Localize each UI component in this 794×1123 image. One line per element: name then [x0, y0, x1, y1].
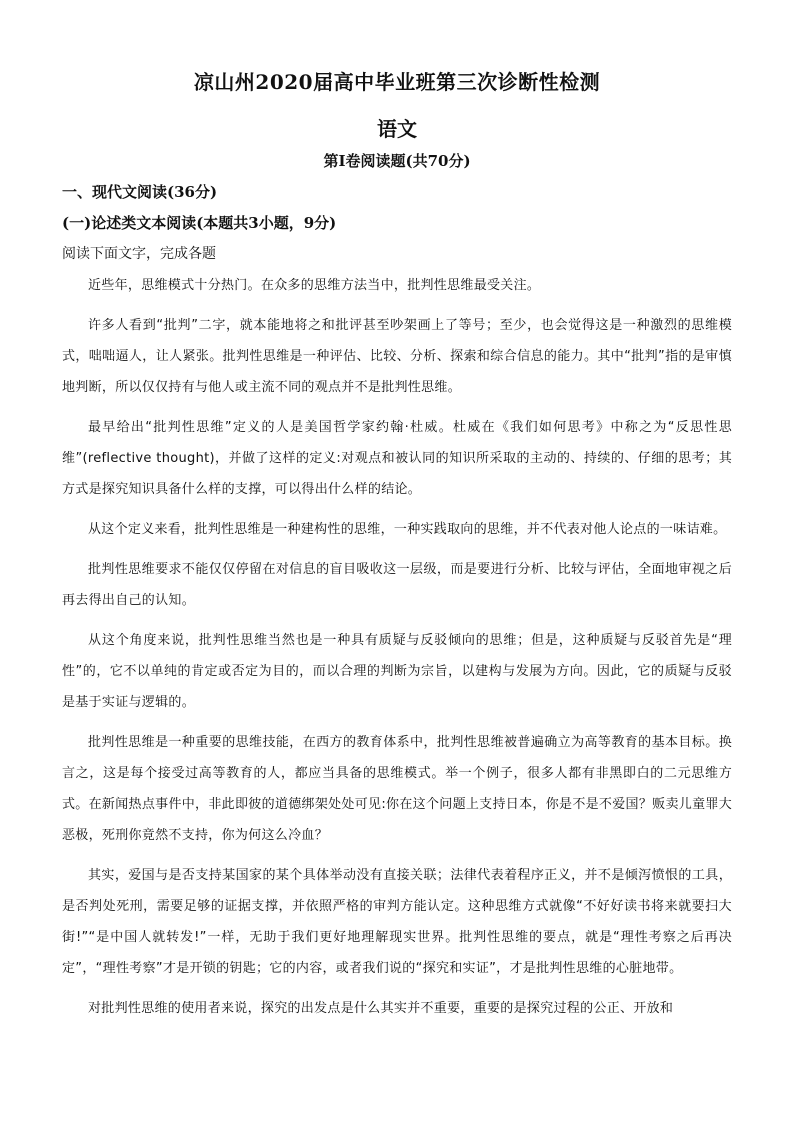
paragraph: 批判性思维是一种重要的思维技能，在西方的教育体系中，批判性思维被普遍确立为高等教育的基本目标。换言之，这是每个接受过高等教育的人，都应当具备的思维模式。举一个例子，很多人都有非黑即白的二元思维方式。在新闻热点事件中，非此即彼的道德绑架处处可见:你在这个问题上支持日本，你是不是不爱国？贩卖儿童罪大恶极，死刑你竟然不支持，你为何这么冷血？ [62, 735, 732, 843]
exam-title: 凉山州2020届高中毕业班第三次诊断性检测 [193, 70, 601, 94]
volume-title: 第I卷阅读题(共70分) [323, 152, 471, 170]
section-heading: 一、现代文阅读(36分) [62, 183, 218, 201]
paragraph: 近些年，思维模式十分热门。在众多的思维方法当中，批判性思维最受关注。 [88, 278, 541, 293]
reading-passage [62, 270, 732, 1033]
paragraph: 最早给出“批判性思维”定义的人是美国哲学家约翰·杜威。杜威在《我们如何思考》中称之为“反思性思维”(reflective thought)，并做了这样的定义:对观点和被认同的知识所采取的主动的、持续的、仔细的思考；其方式是探究知识具备什么样的支撑，可以得出什么样的结论。 [62, 420, 732, 497]
paragraph: 从这个角度来说，批判性思维当然也是一种具有质疑与反驳倾向的思维；但是，这种质疑与反驳首先是“理性”的，它不以单纯的肯定或否定为目的，而以合理的判断为宗旨，以建构与发展为方向。因此，它的质疑与反驳是基于实证与逻辑的。 [62, 633, 732, 710]
paragraph: 其实，爱国与是否支持某国家的某个具体举动没有直接关联；法律代表着程序正义，并不是倾泻愤恨的工具，是否判处死刑，需要足够的证据支撑，并依照严格的审判方能认定。这种思维方式就像“不好好读书将来就要扫大街!”“是中国人就转发!”一样，无助于我们更好地理解现实世界。批判性思维的要点，就是“理性考察之后再决定”，“理性考察”才是开锁的钥匙；它的内容，或者我们说的“探究和实证”，才是批判性思维的心脏地带。 [62, 868, 732, 976]
paragraph: 许多人看到“批判”二字，就本能地将之和批评甚至吵架画上了等号；至少，也会觉得这是一种激烈的思维模式，咄咄逼人，让人紧张。批判性思维是一种评估、比较、分析、探索和综合信息的能力。其中“批判”指的是审慎地判断，所以仅仅持有与他人或主流不同的观点并不是批判性思维。 [62, 318, 732, 395]
paragraph: 批判性思维要求不能仅仅停留在对信息的盲目吸收这一层级，而是要进行分析、比较与评估，全面地审视之后再去得出自己的认知。 [62, 562, 732, 608]
reading-instruction: 阅读下面文字，完成各题 [62, 246, 216, 262]
subsection-heading: (一)论述类文本阅读(本题共3小题，9分) [62, 214, 337, 232]
paragraph: 从这个定义来看，批判性思维是一种建构性的思维，一种实践取向的思维，并不代表对他人论点的一味诘难。 [88, 522, 727, 537]
paragraph: 对批判性思维的使用者来说，探究的出发点是什么其实并不重要，重要的是探究过程的公正、开放和 [88, 1001, 674, 1016]
subject-title: 语文 [377, 117, 417, 141]
